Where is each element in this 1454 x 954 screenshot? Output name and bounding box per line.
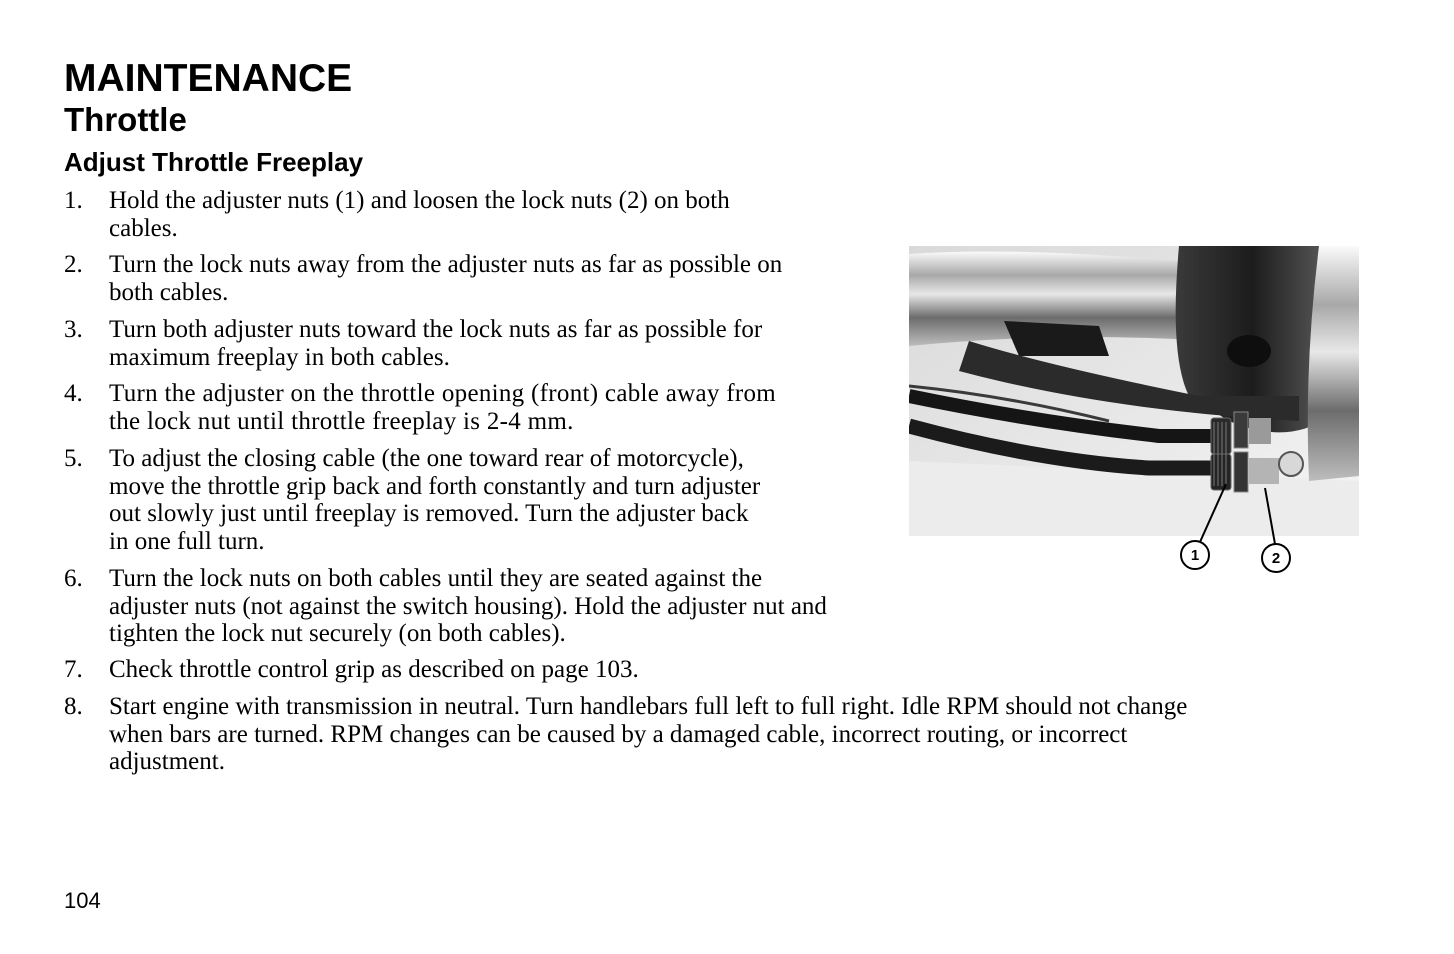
housing-hole (1227, 335, 1271, 367)
step-text-line: adjustment. (109, 748, 225, 775)
page-number: 104 (64, 888, 101, 913)
step-number: 2. (64, 251, 83, 278)
step-number: 5. (64, 445, 83, 472)
step-number: 8. (64, 693, 83, 720)
step-text-line: Turn the lock nuts on both cables until they are seated against the (109, 565, 763, 592)
step-number: 4. (64, 380, 83, 407)
step-text-line: in one full turn. (109, 527, 265, 555)
figure-callouts (1170, 470, 1300, 582)
callout-2-leader (1265, 488, 1275, 544)
thread-upper (1249, 418, 1271, 444)
step-text-line: when bars are turned. RPM changes can be caused by a damaged cable, incorrect routing, or incorrect (109, 720, 1128, 748)
step-text-line: Start engine with transmission in neutral. Turn handlebars full left to full right. Idle RPM should not change (109, 693, 1188, 720)
step-text-line: Turn both adjuster nuts toward the lock nuts as far as possible for (109, 316, 763, 343)
step-text-line: maximum freeplay in both cables. (109, 343, 450, 371)
step-text-line: Check throttle control grip as described on page 103. (109, 656, 639, 683)
step-text-line: adjuster nuts (not against the switch housing). Hold the adjuster nut and (109, 592, 827, 620)
step-text-line: Turn the lock nuts away from the adjuster nuts as far as possible on (109, 251, 783, 278)
step-text-line: Turn the adjuster on the throttle opening (front) cable away from (109, 380, 777, 407)
step-text-line: out slowly just until freeplay is removed. Turn the adjuster back (109, 500, 749, 527)
step-text-line: both cables. (109, 278, 229, 306)
step-text-line: Hold the adjuster nuts (1) and loosen the lock nuts (2) on both (109, 187, 730, 214)
step-text-line: tighten the lock nut securely (on both cables). (109, 620, 566, 647)
callout-2-label: 2 (1271, 550, 1281, 567)
topic-title: Throttle (64, 101, 187, 138)
bracket-shadow (1004, 321, 1109, 356)
step-number: 6. (64, 565, 83, 592)
step-number: 7. (64, 656, 83, 683)
step-number: 3. (64, 316, 83, 343)
step-text-line: the lock nut until throttle freeplay is 2-4 mm. (109, 407, 574, 435)
step-text-line: cables. (109, 214, 178, 242)
section-title: MAINTENANCE (64, 57, 353, 100)
step-text-line: To adjust the closing cable (the one toward rear of motorcycle), (109, 445, 744, 472)
callout-1-label: 1 (1190, 547, 1200, 564)
subtopic-title: Adjust Throttle Freeplay (64, 147, 364, 177)
grip-end-chrome (1308, 246, 1359, 481)
step-text-line: move the throttle grip back and forth constantly and turn adjuster (109, 472, 761, 500)
step-number: 1. (64, 187, 83, 214)
callout-1-leader (1200, 484, 1226, 542)
lock-nut-upper (1234, 412, 1248, 448)
